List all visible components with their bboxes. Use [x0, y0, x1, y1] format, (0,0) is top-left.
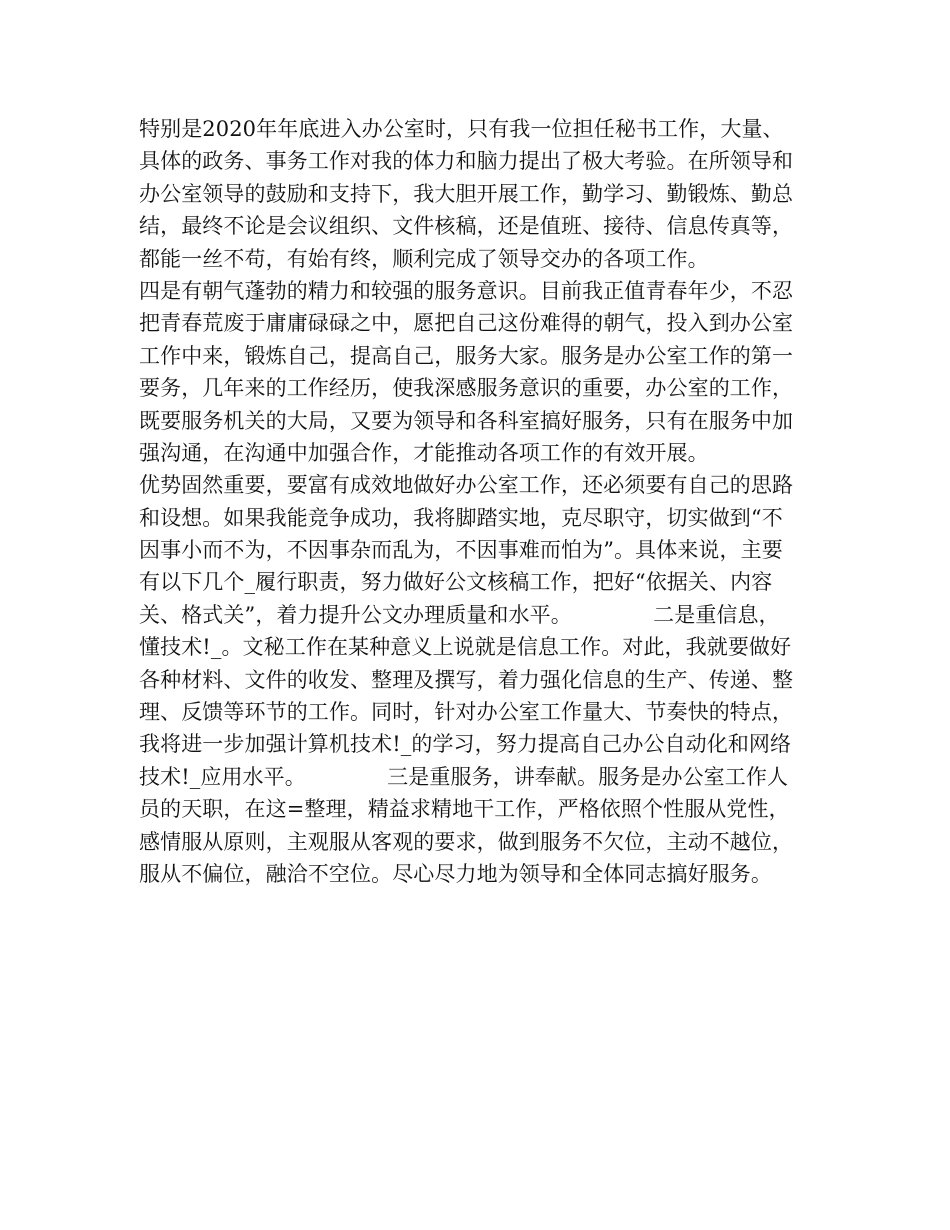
text-line: 要务，几年来的工作经历，使我深感服务意识的重要，办公室的工作， [139, 376, 794, 401]
text-line: 理、反馈等环节的工作。同时，针对办公室工作量大、节奏快的特点， [139, 700, 794, 725]
text-line: 懂技术!_。文秘工作在某种意义上说就是信息工作。对此，我就要做好 [139, 635, 792, 660]
document-body [139, 113, 819, 890]
text-line: 四是有朝气蓬勃的精力和较强的服务意识。目前我正值青春年少，不忍 [139, 278, 794, 303]
text-line: 服从不偏位，融洽不空位。尽心尽力地为领导和全体同志搞好服务。 [139, 861, 772, 886]
text-line: 工作中来，锻炼自己，提高自己，服务大家。服务是办公室工作的第一 [139, 343, 794, 368]
text-line: 因事小而不为，不因事杂而乱为，不因事难而怕为”。具体来说，主要 [139, 538, 783, 563]
text-line: 结，最终不论是会议组织、文件核稿，还是值班、接待、信息传真等， [139, 214, 794, 239]
text-line: 关、格式关”，着力提升公文办理质量和水平。 二是重信息， [139, 602, 780, 627]
text-line: 具体的政务、事务工作对我的体力和脑力提出了极大考验。在所领导和 [139, 149, 794, 174]
text-line: 特别是2020年年底进入办公室时，只有我一位担任秘书工作，大量、 [139, 117, 784, 141]
text-line: 都能一丝不苟，有始有终，顺利完成了领导交办的各项工作。 [139, 246, 709, 271]
text-line: 有以下几个_履行职责，努力做好公文核稿工作，把好“依据关、内容 [139, 570, 773, 595]
text-line: 和设想。如果我能竞争成功，我将脚踏实地，克尽职守，切实做到“不 [139, 505, 783, 530]
text-line: 员的天职，在这=整理，精益求精地干工作，严格依照个性服从党性， [139, 797, 790, 822]
text-line: 把青春荒废于庸庸碌碌之中，愿把自己这份难得的朝气，投入到办公室 [139, 311, 794, 336]
text-line: 技术!_应用水平。 三是重服务，讲奉献。服务是办公室工作人 [139, 764, 789, 789]
text-line: 既要服务机关的大局，又要为领导和各科室搞好服务，只有在服务中加 [139, 408, 794, 433]
text-line: 我将进一步加强计算机技术!_的学习，努力提高自己办公自动化和网络 [139, 732, 792, 757]
text-line: 优势固然重要，要富有成效地做好办公室工作，还必须要有自己的思路 [139, 473, 794, 498]
text-line: 各种材料、文件的收发、整理及撰写，着力强化信息的生产、传递、整 [139, 667, 794, 692]
text-line: 感情服从原则，主观服从客观的要求，做到服务不欠位，主动不越位， [139, 829, 794, 854]
text-line: 强沟通，在沟通中加强合作，才能推动各项工作的有效开展。 [139, 440, 709, 465]
text-line: 办公室领导的鼓励和支持下，我大胆开展工作，勤学习、勤锻炼、勤总 [139, 181, 794, 206]
